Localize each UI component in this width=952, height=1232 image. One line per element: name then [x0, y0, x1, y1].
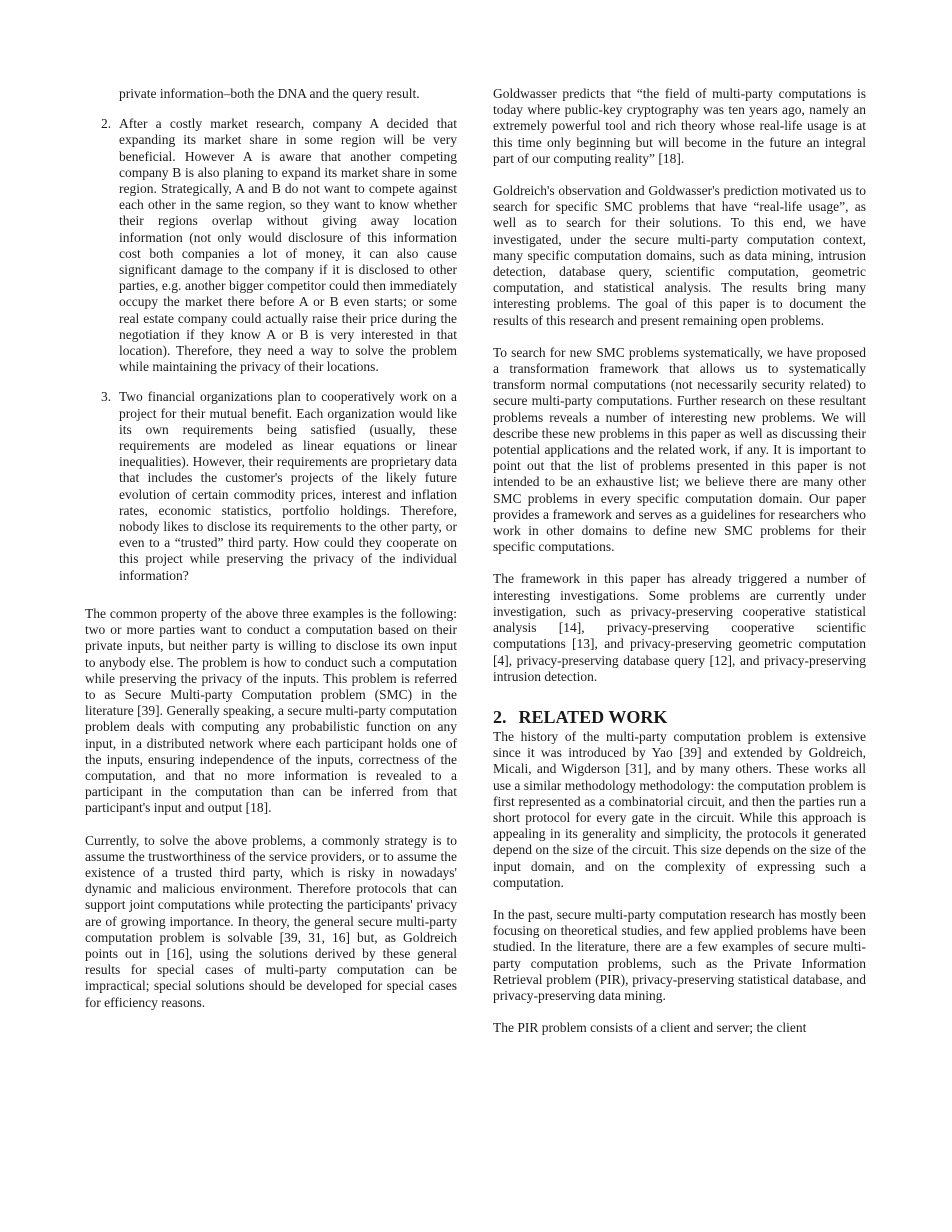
paragraph: Currently, to solve the above problems, a commonly strategy is to assume the trustworthiness of the service providers, or to assume the existence of a trusted third party, which is risky in nowadays' dynamic and malicious environment. Therefore protocols that can support joint computations while protecting the participants' privacy are of growing importance. In theory, the general secure multi-party computation problem is solvable [39, 31, 16] but, as Goldreich points out in [16], using the solutions derived by these general results for special cases of multi-party computation can be impractical; special solutions should be developed for special cases for efficiency reasons. [85, 832, 457, 1010]
list-item-1-continuation: private information–both the DNA and the query result. [119, 86, 420, 101]
section-title: RELATED WORK [518, 706, 668, 727]
paragraph: To search for new SMC problems systematically, we have proposed a transformation framework that allows us to systematically transform normal computations (not necessarily security related) to secure multi-party computations. Further research on these resultant problems reveals a number of interesting new problems. We will describe these new problems in this paper as well as discussing their potential applications and the related work, if any. It is important to point out that the list of problems presented in this paper is not intended to be an exhaustive list; we believe there are many other SMC problems in every specific computation domain. Our paper provides a framework and serves as a guidelines for researchers who work in other domains to define new SMC problems for their specific computations. [493, 344, 866, 555]
list-number: 2. [101, 116, 112, 132]
list-item-text: Two financial organizations plan to cooperatively work on a project for their mutual benefit. Each organization would like its own requirements being satisfied (usually, these requirements are modeled as linear equations or linear inequalities). However, their requirements are proprietary data that includes the customer's projects of the likely future evolution of certain commodity prices, interest and inflation rates, economic statistics, portfolio holdings. Therefore, nobody likes to disclose its requirements to the other party, or even to a “trusted” third party. How could they cooperate on this project while preserving the privacy of the individual information? [119, 389, 457, 583]
paragraph: The common property of the above three examples is the following: two or more parties want to conduct a computation based on their private inputs, but neither party is willing to disclose its own input to anybody else. The problem is how to conduct such a computation while preserving the privacy of the inputs. This problem is referred to as Secure Multi-party Computation problem (SMC) in the literature [39]. Generally speaking, a secure multi-party computation problem deals with computing any probabilistic function on any input, in a distributed network where each participant holds one of the inputs, ensuring independence of the inputs, correctness of the computation, and that no more information is revealed to a participant in the computation than can be inferred from that participant's input and output [18]. [85, 605, 457, 816]
paragraph: The PIR problem consists of a client and server; the client [493, 1020, 807, 1036]
paragraph: The framework in this paper has already triggered a number of interesting investigations. Some problems are currently under investigation, such as privacy-preserving cooperative statistical analysis [14], privacy-preserving cooperative scientific computations [13], and privacy-preserving geometric computation [4], privacy-preserving database query [12], and privacy-preserving intrusion detection. [493, 571, 866, 684]
list-item [85, 116, 457, 375]
paragraph: The history of the multi-party computation problem is extensive since it was introduced by Yao [39] and extended by Goldreich, Micali, and Wigderson [31], and by many others. These works all use a similar methodology methodology: the computation problem is first represented as a combinatorial circuit, and then the parties run a short protocol for every gate in the circuit. While this approach is appealing in its generality and simplicity, the protocols it generated depend on the size of the circuit. This size depends on the size of the input domain, and on the complexity of expressing such a computation. [493, 728, 866, 890]
paragraph: Goldreich's observation and Goldwasser's prediction motivated us to search for specific SMC problems that have “real-life usage”, as well as to search for their solutions. To this end, we have investigated, under the secure multi-party computation context, many specific computation domains, such as data mining, intrusion detection, database query, scientific computation, geometric computation, and statistical analysis. The results bring many interesting problems. The goal of this paper is to document the results of this research and present remaining open problems. [493, 183, 866, 328]
list-number: 3. [101, 389, 112, 405]
paragraph: In the past, secure multi-party computation research has mostly been focusing on theoretical studies, and few applied problems have been studied. In the literature, there are a few examples of secure multi-party computation problems, such as the Private Information Retrieval problem (PIR), privacy-preserving statistical database, and privacy-preserving data mining. [493, 906, 866, 1003]
left-column [85, 86, 457, 1011]
list-item-text: After a costly market research, company A decided that expanding its market share in some region will be very beneficial. However A is aware that another competing company B is also planing to expand its market share in some region. Strategically, A and B do not want to compete against each other in the same region, so they want to know whether their regions overlap without giving away location information (not only would disclosure of this information cost both companies a lot of money, it can also cause significant damage to the company if it is disclosed to other parties, e.g. another bigger competitor could then immediately occupy the market there before A or B even starts; or some real estate company could actually raise their price during the negotiation if they know A or B is very interested in that location). Therefore, they need a way to solve the problem while maintaining the privacy of their locations. [119, 116, 457, 375]
right-column [493, 86, 866, 1036]
paragraph: Goldwasser predicts that “the field of multi-party computations is today where public-key cryptography was ten years ago, namely an extremely powerful tool and rich theory whose real-life usage is at this time only beginning but will become in the future an integral part of our computing reality” [18]. [493, 86, 866, 166]
section-heading [493, 707, 866, 727]
example-list [85, 116, 457, 584]
section-number: 2. [493, 706, 507, 727]
list-item [85, 389, 457, 583]
